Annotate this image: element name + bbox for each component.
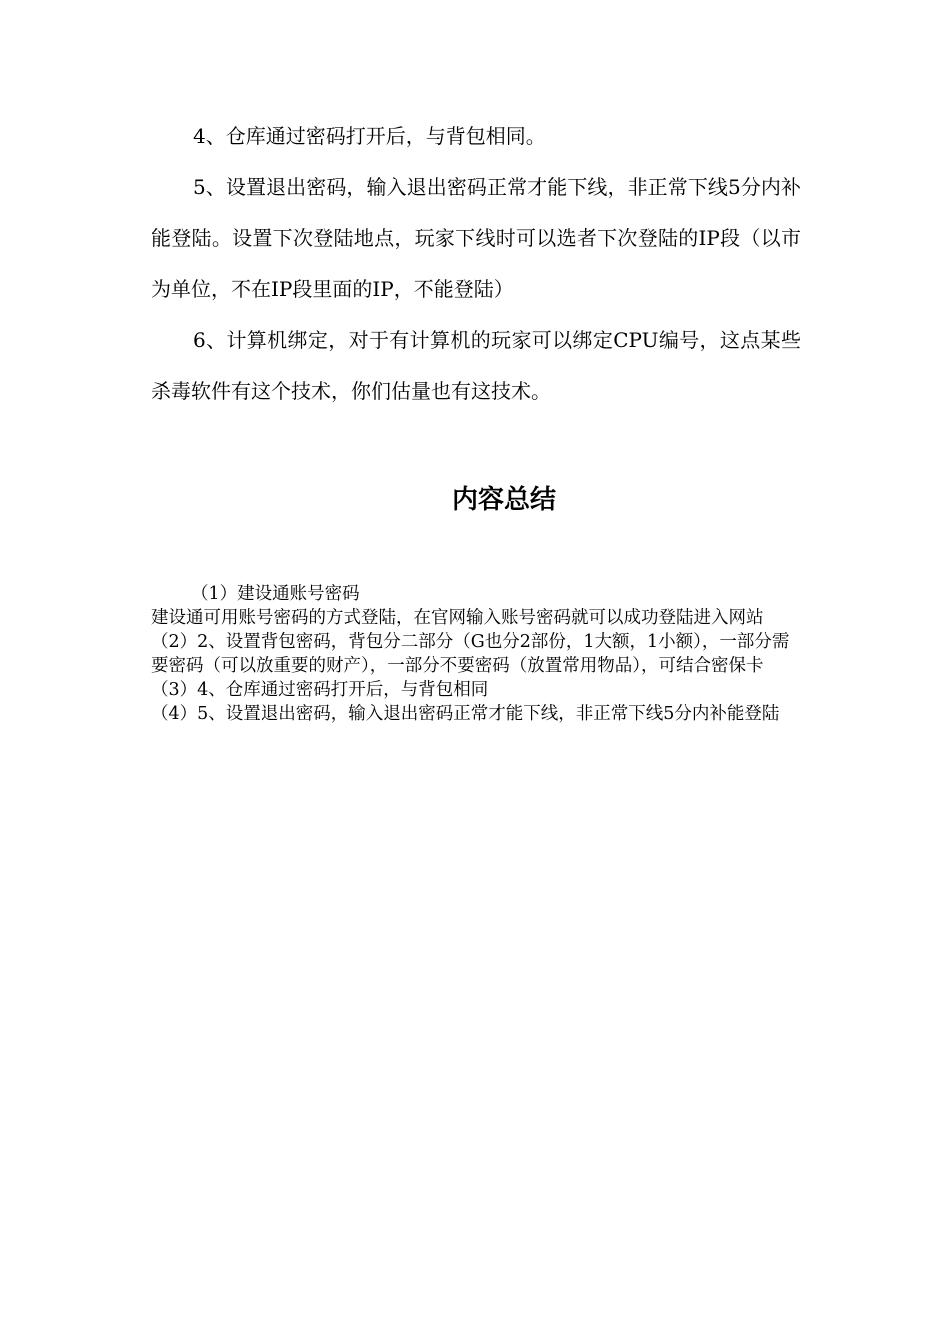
paragraph-5: 5、设置退出密码，输入退出密码正常才能下线，非正常下线5分内补能登陆。设置下次登陆地点，玩家下线时可以选者下次登陆的IP段（以市为单位，不在IP段里面的IP，不能登陆）: [151, 175, 801, 301]
body-section: [151, 111, 801, 417]
summary-section: [151, 582, 801, 726]
paragraph-6: 6、计算机绑定，对于有计算机的玩家可以绑定CPU编号，这点某些杀毒软件有这个技术，你们估量也有这技术。: [151, 328, 801, 403]
summary-item-2: （2）2、设置背包密码，背包分二部分（G也分2部份，1大额，1小额），一部分需要密码（可以放重要的财产），一部分不要密码（放置常用物品），可结合密保卡: [151, 632, 790, 676]
summary-item-4: （4）5、设置退出密码，输入退出密码正常才能下线，非正常下线5分内补能登陆: [151, 704, 780, 724]
summary-item-1-body: 建设通可用账号密码的方式登陆，在官网输入账号密码就可以成功登陆进入网站: [151, 608, 764, 628]
paragraph-4: 4、仓库通过密码打开后，与背包相同。: [193, 124, 546, 148]
summary-item-1-heading: （1）建设通账号密码: [191, 584, 360, 604]
summary-item-3: （3）4、仓库通过密码打开后，与背包相同: [151, 680, 489, 700]
summary-title: 内容总结: [451, 485, 556, 515]
